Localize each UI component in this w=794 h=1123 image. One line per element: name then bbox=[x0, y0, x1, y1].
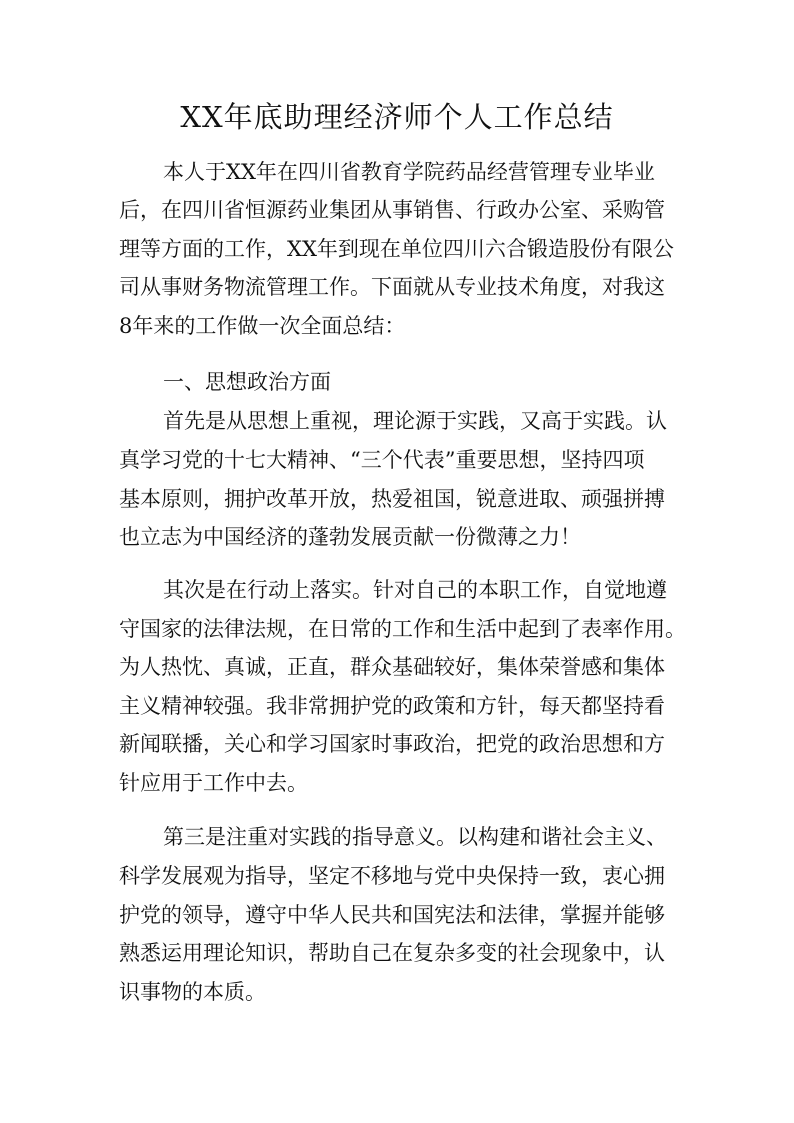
paragraph-4-line-3: 护党的领导，遵守中华人民共和国宪法和法律，掌握并能够 bbox=[119, 903, 665, 927]
paragraph-2-line-2: 真学习党的十七大精神、“三个代表”重要思想，坚持四项 bbox=[119, 448, 645, 472]
paragraph-2-line-4: 也立志为中国经济的蓬勃发展贡献一份微薄之力！ bbox=[119, 525, 581, 549]
paragraph-3-line-1: 其次是在行动上落实。针对自己的本职工作，自觉地遵 bbox=[163, 578, 667, 602]
document-title: XX年底助理经济师个人工作总结 bbox=[180, 100, 614, 134]
paragraph-2-line-1: 首先是从思想上重视，理论源于实践，又高于实践。认 bbox=[163, 409, 667, 433]
paragraph-1-line-3: 理等方面的工作，XX年到现在单位四川六合锻造股份有限公 bbox=[119, 237, 674, 261]
paragraph-4-line-2: 科学发展观为指导，坚定不移地与党中央保持一致，衷心拥 bbox=[119, 864, 665, 888]
paragraph-3-line-5: 新闻联播，关心和学习国家时事政治，把党的政治思想和方 bbox=[119, 732, 665, 756]
paragraph-3-line-6: 针应用于工作中去。 bbox=[119, 771, 308, 795]
paragraph-4-line-5: 识事物的本质。 bbox=[119, 980, 266, 1004]
paragraph-4-line-1: 第三是注重对实践的指导意义。以构建和谐社会主义、 bbox=[163, 825, 667, 849]
paragraph-4-line-4: 熟悉运用理论知识，帮助自己在复杂多变的社会现象中，认 bbox=[119, 941, 665, 965]
paragraph-3-line-3: 为人热忱、真诚，正直，群众基础较好，集体荣誉感和集体 bbox=[119, 655, 665, 679]
paragraph-1-line-4: 司从事财务物流管理工作。下面就从专业技术角度，对我这 bbox=[119, 275, 665, 299]
paragraph-3-line-4: 主义精神较强。我非常拥护党的政策和方针，每天都坚持看 bbox=[119, 694, 665, 718]
paragraph-1-line-5: 8年来的工作做一次全面总结： bbox=[119, 314, 406, 338]
paragraph-1-line-1: 本人于XX年在四川省教育学院药品经营管理专业毕业 bbox=[163, 160, 655, 184]
paragraph-2-line-3: 基本原则，拥护改革开放，热爱祖国，锐意进取、顽强拼搏 bbox=[119, 487, 665, 511]
section-heading: 一、思想政治方面 bbox=[163, 370, 331, 394]
paragraph-1-line-2: 后，在四川省恒源药业集团从事销售、行政办公室、采购管 bbox=[119, 198, 665, 222]
paragraph-3-line-2: 守国家的法律法规，在日常的工作和生活中起到了表率作用。 bbox=[119, 617, 686, 641]
